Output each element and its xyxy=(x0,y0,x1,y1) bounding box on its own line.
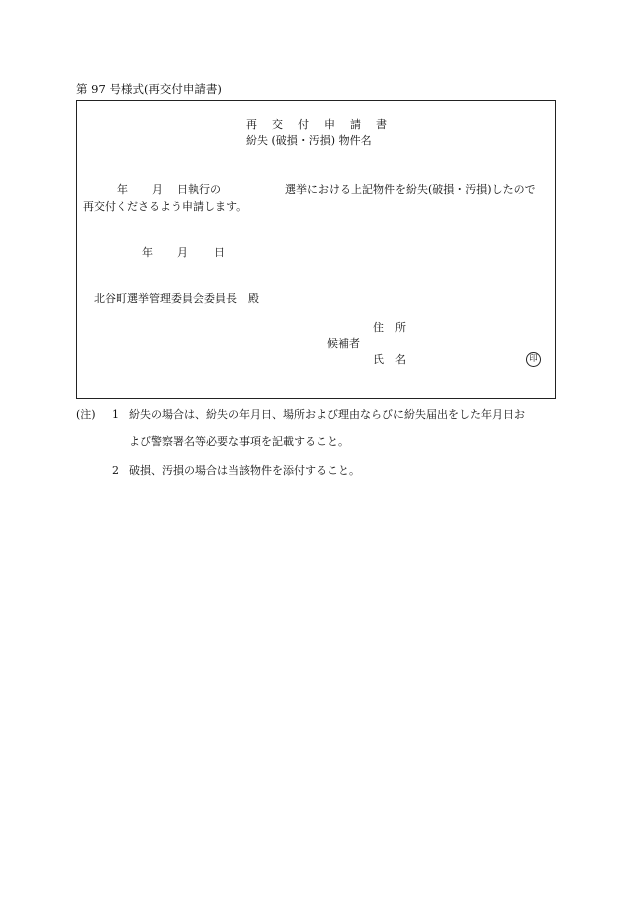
date-day-label: 日 xyxy=(214,246,225,259)
name-label: 氏 名 xyxy=(373,353,406,366)
body-line1: 選挙における上記物件を紛失(破損・汚損)したので xyxy=(285,183,536,196)
note-2-line1: 破損、汚損の場合は当該物件を添付すること。 xyxy=(129,464,360,477)
document-subtitle: 紛失 (破損・汚損) 物件名 xyxy=(246,134,372,147)
note-1-line1: 紛失の場合は、紛失の年月日、場所および理由ならびに紛失届出をした年月日お xyxy=(129,408,525,421)
note-1-number: 1 xyxy=(112,408,119,421)
title-char: 請 xyxy=(350,118,361,131)
addressee: 北谷町選挙管理委員会委員長 殿 xyxy=(94,292,259,305)
form-number: 第 97 号様式(再交付申請書) xyxy=(76,82,222,96)
title-char: 交 xyxy=(272,118,283,131)
note-1-line2: よび警察署名等必要な事項を記載すること。 xyxy=(129,435,349,448)
candidate-label: 候補者 xyxy=(327,337,360,350)
body-year-label: 年 xyxy=(117,183,128,196)
date-year-label: 年 xyxy=(142,246,153,259)
body-month-label: 月 xyxy=(152,183,163,196)
notes-prefix: (注) xyxy=(76,408,96,421)
title-char: 申 xyxy=(324,118,335,131)
title-char: 再 xyxy=(246,118,257,131)
date-month-label: 月 xyxy=(177,246,188,259)
seal-mark: 印 xyxy=(526,352,541,367)
address-label: 住 所 xyxy=(373,321,406,334)
body-day-exec-label: 日執行の xyxy=(177,183,221,196)
title-char: 付 xyxy=(298,118,309,131)
note-2-number: 2 xyxy=(112,464,119,477)
body-line2: 再交付くださるよう申請します。 xyxy=(83,200,248,213)
title-char: 書 xyxy=(376,118,387,131)
